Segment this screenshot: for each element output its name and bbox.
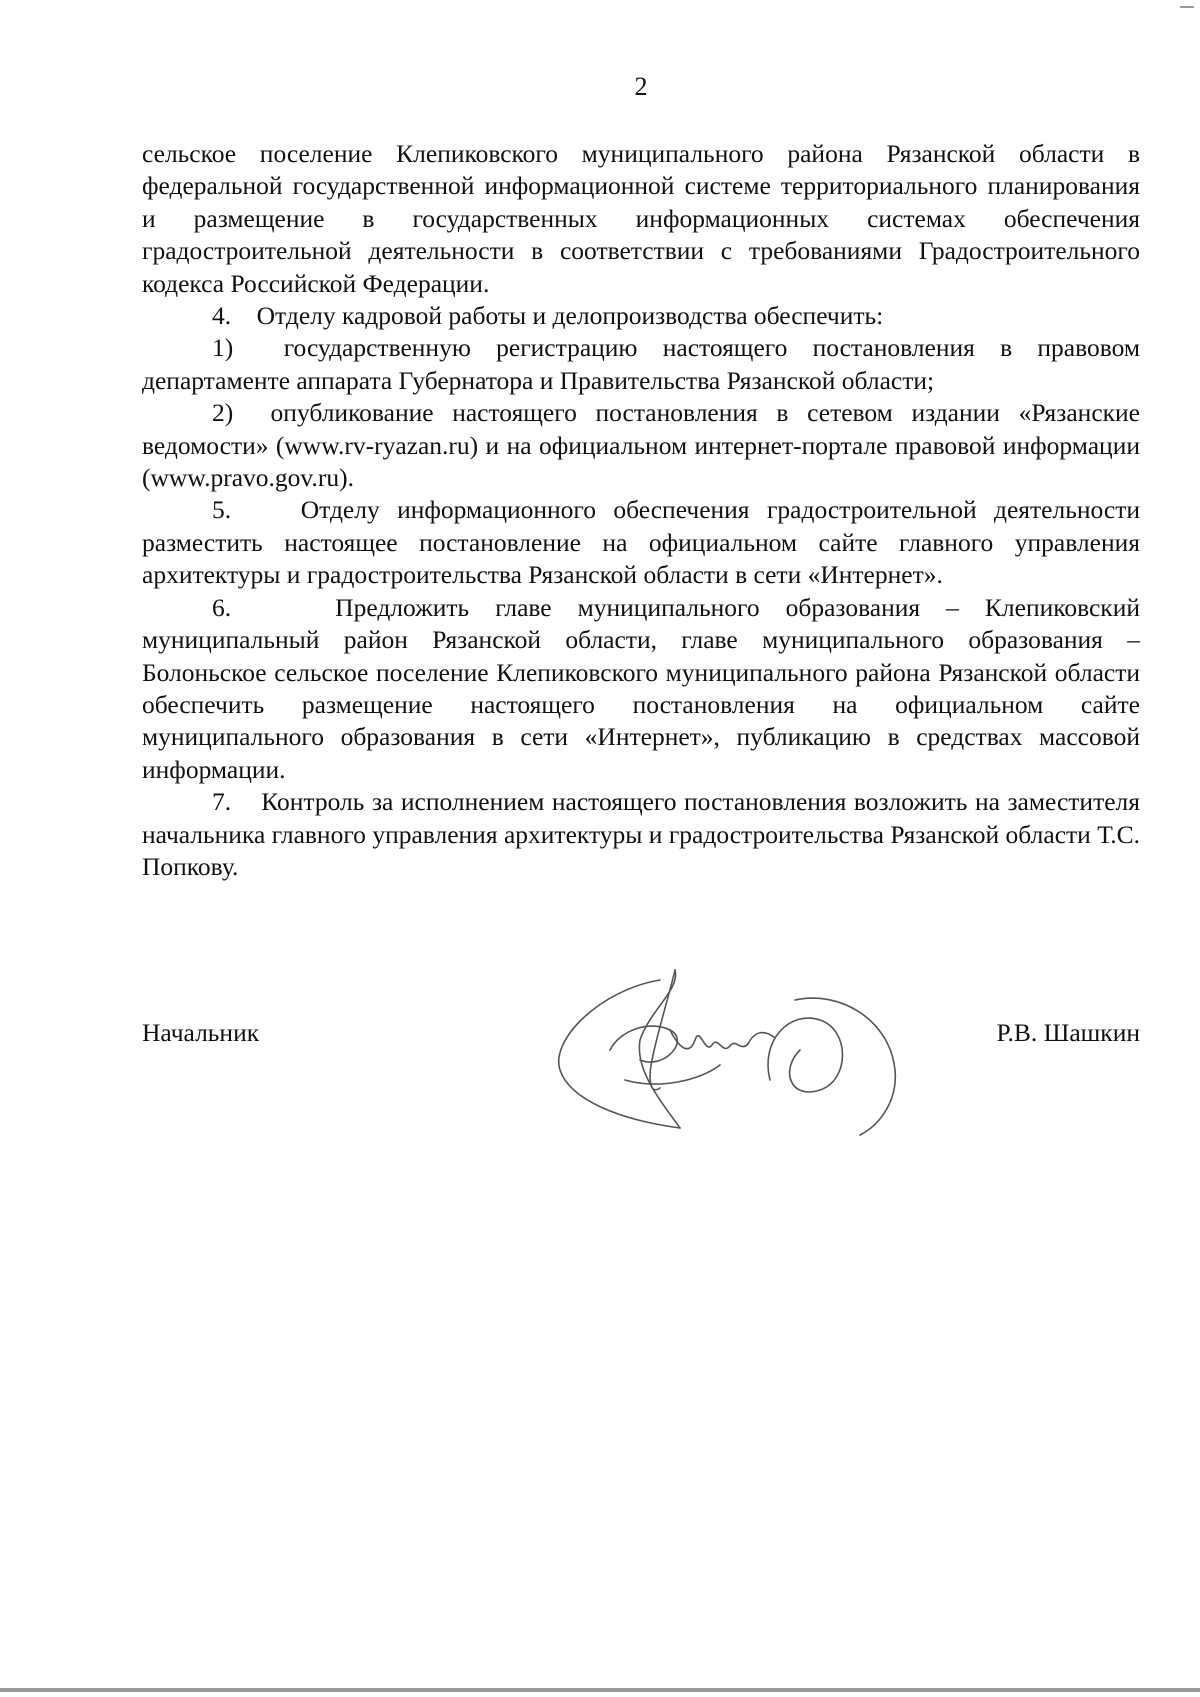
paragraph-subitem-1: 1) государственную регистрацию настоящего постановления в правовом департаменте аппарата Губернатора и Правительства Рязанской области; [142, 333, 1140, 395]
signatory-position: Начальник [142, 1018, 260, 1047]
paragraph-subitem-2: 2) опубликование настоящего постановления в сетевом издании «Рязанские ведомости» (www.rv-ryazan.ru) и на официальном интернет-портале правовой информации (www.pravo.gov.ru). [142, 398, 1140, 493]
page-number: 2 [634, 72, 648, 101]
signatory-name: Р.В. Шашкин [996, 1018, 1140, 1047]
scan-corner-mark [1180, 6, 1194, 8]
signature-block [142, 1010, 1140, 1070]
document-body [142, 138, 1140, 883]
paragraph-item-4: 4. Отделу кадровой работы и делопроизводства обеспечить: [212, 301, 884, 331]
paragraph-item-5: 5. Отделу информационного обеспечения градостроительной деятельности разместить настоящее постановление на официальном сайте главного управления архитектуры и градостроительства Рязанской области в сети «Интернет». [142, 495, 1140, 590]
paragraph-continuation: сельское поселение Клепиковского муниципального района Рязанской области в федеральной государственной информационной системе территориального планирования и размещение в государственных информационных системах обеспечения градостроительной деятельности в соответствии с требованиями Градостроительного кодекса Российской Федерации. [142, 139, 1140, 298]
paragraph-item-7: 7. Контроль за исполнением настоящего постановления возложить на заместителя начальника главного управления архитектуры и градостроительства Рязанской области Т.С. Попкову. [142, 787, 1140, 881]
paragraph-item-6: 6. Предложить главе муниципального образования – Клепиковский муниципальный район Рязанской области, главе муниципального образования – Болоньское сельское поселение Клепиковского муниципального района Рязанской области обеспечить размещение настоящего постановления на официальном сайте муниципального образования в сети «Интернет», публикацию в средствах массовой информации. [142, 592, 1140, 784]
scan-bottom-edge [0, 1688, 1200, 1692]
